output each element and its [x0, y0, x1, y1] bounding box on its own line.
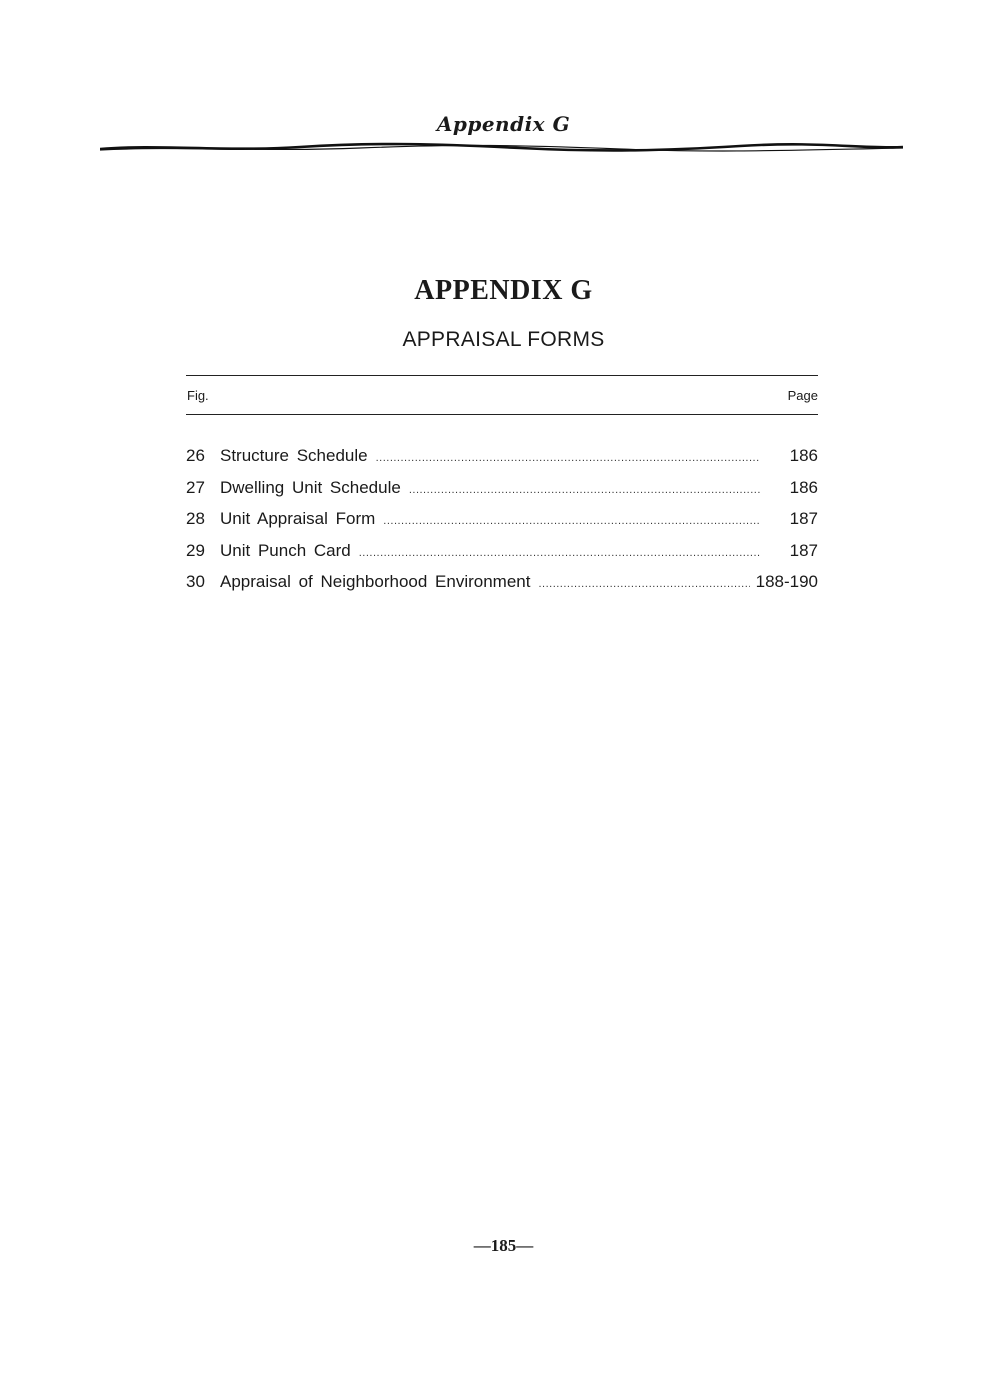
page-title: APPENDIX G: [414, 275, 593, 306]
figure-title: Appraisal of Neighborhood Environment: [220, 572, 531, 591]
figure-number: 28: [186, 509, 205, 528]
figure-number: 30: [186, 572, 205, 591]
figure-number: 29: [186, 540, 205, 560]
dot-leader: [409, 484, 760, 496]
figure-title: Unit Punch Card: [220, 540, 351, 560]
figure-title: Dwelling Unit Schedule: [220, 477, 401, 497]
list-item[interactable]: [186, 478, 818, 510]
figure-title: Structure Schedule: [220, 446, 368, 465]
figure-list: [186, 446, 818, 604]
page-reference: 186: [789, 446, 818, 465]
header-rule: [100, 140, 903, 154]
dot-leader: [383, 515, 760, 527]
page-column-header: Page: [787, 388, 818, 403]
page-subtitle: APPRAISAL FORMS: [402, 328, 605, 351]
figure-title: Unit Appraisal Form: [220, 509, 376, 528]
list-item[interactable]: [186, 509, 818, 541]
dot-leader: [359, 547, 760, 559]
page-reference: 186: [789, 477, 818, 497]
running-header: Appendix G: [436, 112, 571, 136]
dot-leader: [538, 578, 749, 590]
page-reference: 187: [789, 540, 818, 560]
figure-number: 27: [186, 477, 205, 497]
table-top-rule: [186, 375, 818, 376]
figure-number: 26: [186, 446, 205, 465]
dot-leader: [376, 452, 760, 464]
table-header-rule: [186, 414, 818, 415]
page-reference: 188-190: [755, 572, 818, 591]
list-item[interactable]: [186, 572, 818, 604]
list-item[interactable]: [186, 446, 818, 478]
page-reference: 187: [789, 509, 818, 528]
list-item[interactable]: [186, 541, 818, 573]
page-number: —185—: [473, 1236, 534, 1255]
fig-column-header: Fig.: [187, 388, 209, 403]
